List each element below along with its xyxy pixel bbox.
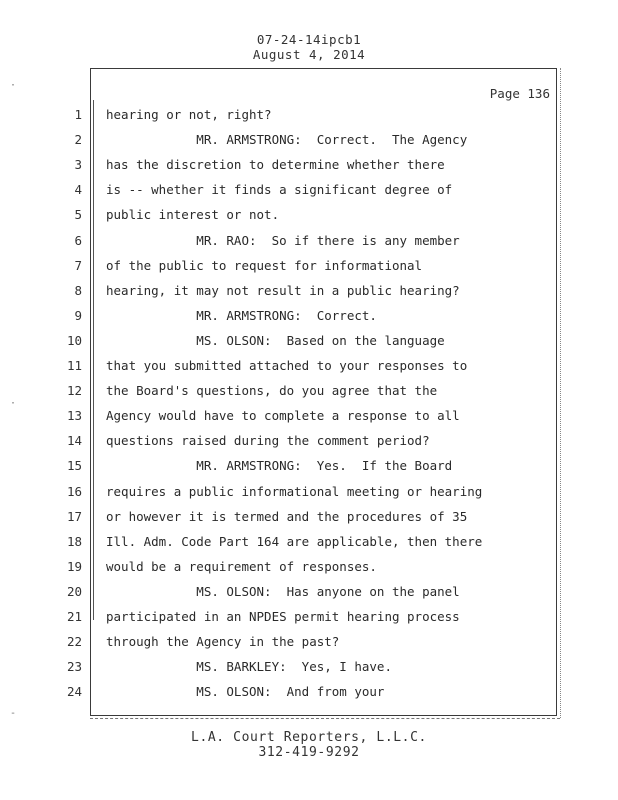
line-number: 6 <box>74 233 82 248</box>
line-text: MR. ARMSTRONG: Yes. If the Board <box>106 458 453 473</box>
left-margin-rule <box>93 100 94 620</box>
line-number: 2 <box>74 132 82 147</box>
line-number: 15 <box>66 458 82 473</box>
scan-speck: · <box>10 398 17 409</box>
line-number: 8 <box>74 283 82 298</box>
line-text: would be a requirement of responses. <box>106 559 377 574</box>
case-id: 07-24-14ipcb1 <box>256 32 362 47</box>
line-number: 5 <box>74 207 82 222</box>
line-text: MR. ARMSTRONG: Correct. The Agency <box>106 132 468 147</box>
line-number: 18 <box>66 534 82 549</box>
line-text: hearing or not, right? <box>106 107 272 122</box>
line-number: 3 <box>74 157 82 172</box>
line-text: Ill. Adm. Code Part 164 are applicable, then there <box>106 534 483 549</box>
line-text: Agency would have to complete a response to all <box>106 408 460 423</box>
line-number: 17 <box>66 509 82 524</box>
line-text: MR. RAO: So if there is any member <box>106 233 460 248</box>
page-number: Page 136 <box>489 86 550 101</box>
line-text: MS. OLSON: Has anyone on the panel <box>106 584 460 599</box>
bottom-rule <box>90 718 560 719</box>
line-text: the Board's questions, do you agree that the <box>106 383 438 398</box>
line-number: 14 <box>66 433 82 448</box>
line-number: 11 <box>66 358 82 373</box>
transcript-date: August 4, 2014 <box>252 47 366 62</box>
line-number: 16 <box>66 484 82 499</box>
line-text: or however it is termed and the procedures of 35 <box>106 509 468 524</box>
line-text: MR. ARMSTRONG: Correct. <box>106 308 377 323</box>
reporter-phone: 312-419-9292 <box>258 745 360 760</box>
line-text: questions raised during the comment period? <box>106 433 430 448</box>
line-number: 13 <box>66 408 82 423</box>
line-text: hearing, it may not result in a public hearing? <box>106 283 460 298</box>
line-number: 22 <box>66 634 82 649</box>
line-number: 24 <box>66 684 82 699</box>
line-text: requires a public informational meeting or hearing <box>106 484 483 499</box>
line-text: that you submitted attached to your responses to <box>106 358 468 373</box>
line-number: 4 <box>74 182 82 197</box>
line-text: MS. BARKLEY: Yes, I have. <box>106 659 392 674</box>
line-number: 23 <box>66 659 82 674</box>
line-text: MS. OLSON: Based on the language <box>106 333 445 348</box>
line-text: through the Agency in the past? <box>106 634 340 649</box>
reporter-company: L.A. Court Reporters, L.L.C. <box>191 730 427 745</box>
line-text: of the public to request for informational <box>106 258 423 273</box>
line-text: public interest or not. <box>106 207 280 222</box>
line-text: MS. OLSON: And from your <box>106 684 385 699</box>
line-number: 12 <box>66 383 82 398</box>
line-number: 10 <box>66 333 82 348</box>
line-number: 20 <box>66 584 82 599</box>
line-number: 21 <box>66 609 82 624</box>
line-text: participated in an NPDES permit hearing process <box>106 609 460 624</box>
scan-speck: - <box>10 708 17 719</box>
line-text: is -- whether it finds a significant degree of <box>106 182 453 197</box>
line-number: 9 <box>74 308 82 323</box>
scan-speck: · <box>10 80 17 91</box>
line-number: 19 <box>66 559 82 574</box>
right-margin-rule <box>560 68 561 718</box>
line-number: 1 <box>74 107 82 122</box>
line-text: has the discretion to determine whether there <box>106 157 445 172</box>
line-number: 7 <box>74 258 82 273</box>
